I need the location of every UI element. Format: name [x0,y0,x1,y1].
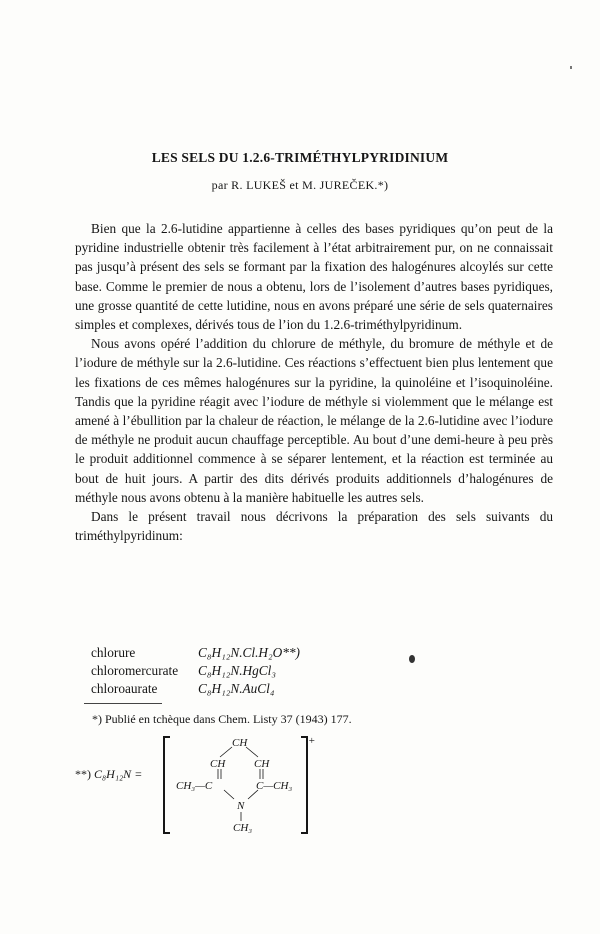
bond-top-right [246,747,258,757]
left-bracket [164,737,170,833]
article-title: LES SELS DU 1.2.6-TRIMÉTHYLPYRIDINIUM [151,150,449,165]
salt-formula: C₈H₁₂N.HgCl₃ [198,663,276,679]
footnote-marker: **) [75,767,91,781]
right-bracket [301,737,307,833]
footnote-publication: *) Publié en tchèque dans Chem. Listy 37 (1943) 177. [92,712,352,726]
salt-row [91,644,300,662]
ink-blot [409,655,415,663]
bond-top-left [220,747,232,757]
article-byline: par R. LUKEŠ et M. JUREČEK.*) [211,178,389,192]
atom-top-ch: CH [232,737,248,749]
article-body [75,219,553,545]
atom-nitrogen: N [237,800,245,812]
salt-row [91,662,300,680]
bond-left-n [224,790,234,799]
atom-mid-left: CH₃—C [176,780,213,792]
atom-upper-right-ch: CH [254,758,270,770]
salt-name: chloroaurate [91,681,158,697]
cation-formula: C₈H₁₂N = [94,767,143,781]
salt-row [91,680,300,698]
atom-upper-left-ch: CH [210,758,226,770]
footnote-structure-label [75,767,142,782]
paragraph-3: Dans le présent travail nous décrivons la préparation des sels suivants du triméthylpyridinum: [75,509,553,544]
salt-name: chloromercurate [91,663,179,679]
salt-formula: C₈H₁₂N.AuCl₄ [198,681,275,697]
paragraph-1: Bien que la 2.6-lutidine appartienne à celles des bases pyridiques qu’on peut de la pyridine industrielle obtenir très facilement à l’état arbitrairement pur, on ne connaissait pas jusqu’à présent des sels se formant par la fixation des halogénures alcoylés sur cette base. Comme le premier de nous a obtenu, lors de l’isolement d’autres bases pyridiques, une grosse quantité de cette lutidine, nous en avons préparé une série de sels quaternaires simples et complexes, dérivés tous de l’ion du 1.2.6-triméthylpyridinum. [75,221,553,333]
scan-mark [570,66,572,69]
atom-n-methyl: CH₃ [233,822,253,834]
charge-sign: + [308,735,316,747]
salt-name: chlorure [91,645,136,660]
pyridinium-structure-diagram [158,735,318,835]
salt-list [91,644,300,699]
salt-formula: C₈H₁₂N.Cl.H₂O**) [198,645,300,660]
paragraph-2: Nous avons opéré l’addition du chlorure de méthyle, du bromure de méthyle et de l’iodure de méthyle sur la 2.6-lutidine. Ces réactions s’effectuent bien plus lentement que les fixations de ces mêmes halogénures sur la pyridine, la quinoléine et l’isoquinoléine. Tandis que la pyridine réagit avec l’iodure de méthyle si violemment que le mélange est amené à l’ébullition par la chaleur de réaction, le mélange de la 2.6-lutidine avec l’iodure de méthyle ne produit aucun chauffage perceptible. Au bout d’une demi-heure à peu près le produit additionnel commence à se séparer lentement, et la réaction est terminée au bout de huit jours. A partir des dits dérivés produits additionnels d’halogénures de méthyle nous avons obtenu à la manière habituelle les autres sels. [75,336,553,505]
atom-mid-right: C—CH₃ [256,780,293,792]
footnote-rule [84,703,162,704]
